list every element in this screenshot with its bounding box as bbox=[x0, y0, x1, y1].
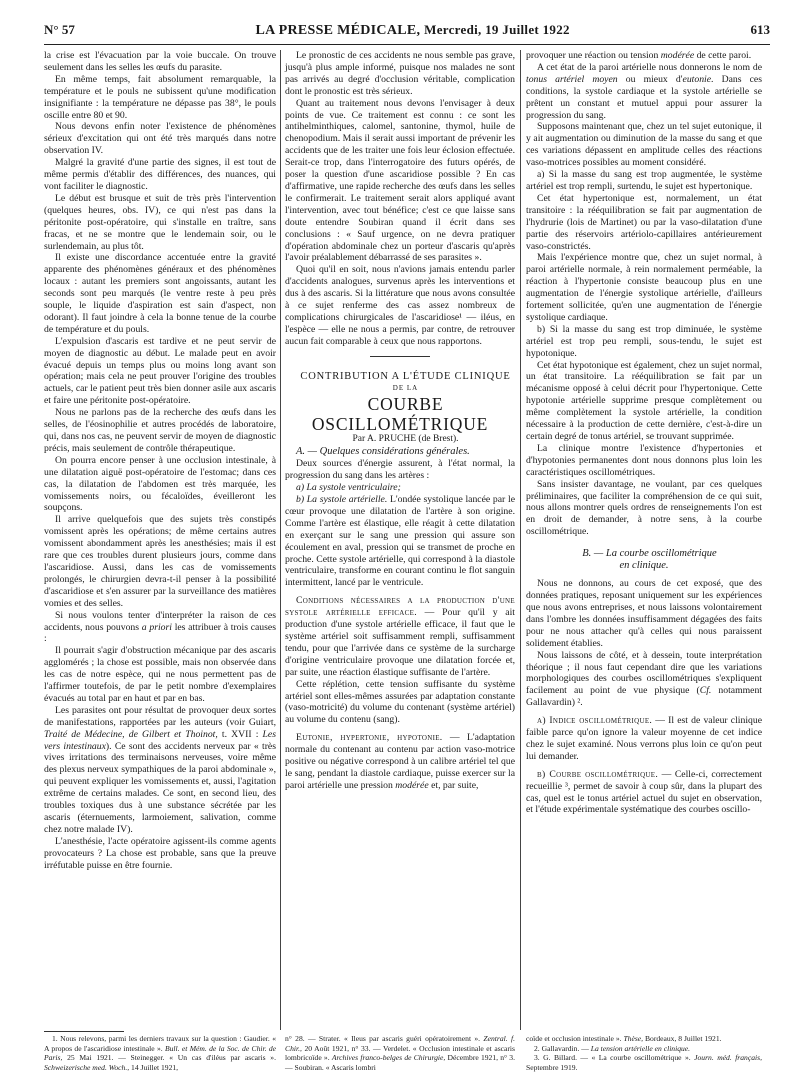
paragraph: provoquer une réaction ou tension modérée de cette paroi. bbox=[526, 50, 752, 61]
paragraph: En même temps, fait absolument remarquable, la température et le pouls ne subissent qu'une modification insignifiante : la température ne dépasse pas 38°, le pouls oscille entre 80 et 90. bbox=[44, 73, 276, 121]
paragraph: L'expulsion d'ascaris est tardive et ne peut servir de moyen de diagnostic au début. Le malade peut en avoir évacué depuis un temps plus ou moins long avant son opération; mais cela ne peut prouver l'origine des troubles actuels, car le patient peut très bien donner asile aux ascaris et faire une péritonite post-opératoire. bbox=[44, 335, 276, 407]
issue-date: Mercredi, 19 Juillet 1922 bbox=[424, 21, 570, 37]
paragraph: Le pronostic de ces accidents ne nous semble pas grave, jusqu'à plus ample informé, puisque nos malades ne sont pas arrivés au degré d'occlusion véritable, complication dont le pronostic est très sérieux. bbox=[285, 50, 515, 97]
paragraph: Le début est brusque et suit de très près l'intervention (quelques heures, obs. IV), ce qui n'est pas dans la péritonite post-opératoire, qui s'installe en traîtrе, sans fracas, et ne se montre que le lendemain soir, ou le surlendemain, au plus tôt. bbox=[44, 192, 276, 252]
paragraph: Deux sources d'énergie assurent, à l'état normal, la progression du sang dans les artères : bbox=[285, 458, 515, 482]
paragraph: Nous ne donnons, au cours de cet exposé, que des données pratiques, reposant uniquement sur les expériences que nous avons entreprises, et nous laissons volontairement dans l'ombre les données insuffisamment dégagées des faits pour ne nous attacher qu'à celles qui nous paraissent solidement établies. bbox=[526, 578, 762, 649]
masthead bbox=[256, 22, 570, 39]
paragraph: A cet état de la paroi artérielle nous donnerons le nom de tonus artériel moyen ou mieux d'eutonie. Dans ces conditions, la systole cardiaque et la systole artérielle se prêtent un constant et mutuel appui pour assurer la progression du sang. bbox=[526, 61, 763, 121]
paragraph: La clinique montre l'existence d'hypertonies et d'hypotonies permanentes dont nous donnons plus loin les caractéristiques oscillométriques. bbox=[526, 442, 762, 478]
footnote-rule bbox=[44, 1031, 124, 1032]
paragraph: Sans insister davantage, ne voulant, par ces quelques préliminaires, que faciliter la compréhension de ce qui suit, nous allons montrer quels ordres de renseignements l'on est en droit de demander, à notre sens, à la courbe oscillométrique. bbox=[526, 478, 762, 538]
paragraph: Les parasites ont pour résultat de provoquer deux sortes de manifestations, rapportées par les auteurs (voir Guiart, Traité de Médecine, de Gilbert et Thoinot, t. XVII : Les vers intestinaux). Ce sont des accidents nerveux par « très vives irritations des terminaisons nerveuses, voire même des plexus nerveux sympathiques de la paroi abdominale », qui peuvent expliquer les vomissements et, aussi, l'agitation extrême de certains malades. Ce sont, en second lieu, des troubles toxiques dus à une substance sécrétée par les ascaris (éternuements, larmoiement, salivation, comme chez notre malade IV). bbox=[44, 704, 276, 835]
article-title-line-1: CONTRIBUTION A L'ÉTUDE CLINIQUE bbox=[300, 370, 511, 382]
footnote: n° 28. — Strater. « Ileus par ascaris guéri opératoirement ». Zentral. f. Chir., 20 Août 1921, n° 33. — Verdelet. « Occlusion intestinale et ascaris lombricoïde ». Archives franco-belges de Chirurgie, Décembre 1921, n° 3. — Soubiran. « Ascaris lombri bbox=[285, 1034, 516, 1072]
paragraph: On pourra encore penser à une occlusion intestinale, à une dilatation aiguë post-opératoire de l'estomac; dans ces cas, la dilatation de l'abdomen est très marquée, les vomissements noirs, ou fécaloïdes, éveilleront les soupçons. bbox=[44, 454, 276, 514]
footnote: 3. G. Billard. — « La courbe oscillométrique ». Journ. méd. français, Septembre 1919. bbox=[526, 1053, 762, 1072]
paragraph: b) Si la masse du sang est trop diminuée, le système artériel est trop peu rempli, sous-tendu, le sujet est hypotonique. bbox=[526, 323, 762, 359]
footnote-col-1 bbox=[44, 1034, 276, 1072]
paragraph: Malgré la gravité d'une partie des signes, il est tout de même permis d'établir des différences, des nuances, qui vont faciliter le diagnostic. bbox=[44, 157, 276, 192]
column-1 bbox=[44, 50, 276, 872]
column-divider bbox=[280, 50, 281, 1030]
page-number: 613 bbox=[750, 22, 770, 37]
paragraph: Cette réplétion, cette tension suffisante du système artériel sont elles-mêmes assurées par adaptation constante (vaso-motricité) du volume du contenant (système artériel) au volume du contenu (sang). bbox=[285, 678, 515, 726]
paragraph: Il arrive quelquefois que des sujets très constipés vomissent après les opérations; de même certains autres vomissent abondamment après les anesthésies; mais il est rare que ces troubles durent plusieurs jours, comme dans l'ascaridiose. Aussi, dans les cas de vomissements prolongés, le chirurgien devra-t-il penser à la possibilité d'ascaridiose et s'en assurer par la surveillance des matières vomies et des selles. bbox=[44, 514, 276, 609]
paragraph: a) Si la masse du sang est trop augmentée, le système artériel est trop rempli, surtendu, le sujet est hypertonique. bbox=[526, 169, 762, 192]
footnote-col-3 bbox=[526, 1034, 762, 1072]
column-3 bbox=[526, 50, 762, 816]
paragraph: Nous ne parlons pas de la recherche des œufs dans les selles, de l'éosinophilie et autres procédés de laboratoire, qui, dans nos cas, ne peuvent servir de moyen de diagnostic précis, mais seulement de contrôle thérapeutique. bbox=[44, 407, 276, 454]
paragraph: Il pourrait s'agir d'obstruction mécanique par des ascaris agglomérés ; la chose est possible, mais non observée dans les cas de notre espèce, qui ne nous permettent pas de l'affirmer toutefois, de par le petit nombre d'exemplaires évacués au total par en haut et par en bas. bbox=[44, 645, 276, 704]
paragraph: a) Indice oscillométrique. — Il est de valeur clinique faible parce qu'on ignore la valeur moyenne de cet indice chez le sujet examiné. Nous verrons plus loin ce qu'on peut lui demander. bbox=[526, 715, 763, 762]
paragraph: Eutonie, hypertonie, hypotonie. — L'adaptation normale du contenant au contenu par action vaso-motrice positive ou négative correspond à un calibre artériel tel que le sang, pendant la diastole cardiaque, puisse exercer sur la paroi artérielle une pression modérée et, par suite, bbox=[285, 732, 515, 791]
section-rule bbox=[370, 356, 430, 357]
section-heading-a: A. — Quelques considérations générales. bbox=[296, 446, 470, 458]
paragraph: Mais l'expérience montre que, chez un sujet normal, à paroi artérielle normale, à rein normalement perméable, la réaction à l'hypertonie consiste beaucoup plus en une augmentation de l'énergie systolique artérielle, d'ailleurs fortement sollicitée, qu'en une augmentation de l'énergie systolique cardiaque. bbox=[526, 252, 762, 323]
footnote: 2. Gallavardin. — La tension artérielle en clinique. bbox=[534, 1043, 691, 1053]
page-header bbox=[44, 18, 770, 42]
paragraph: Il existe une discordance accentuée entre la gravité apparente des phénomènes généraux et des phénomènes locaux : autant les premiers sont angoissants, autant les seconds sont peu marqués (le ventre reste à peu près souple, le liquide d'aspiration est sain d'aspect, non odorant). Il faut joindre à cela la bonne tenue de la courbe de température et du pouls. bbox=[44, 252, 276, 335]
article-title-main: COURBE OSCILLOMÉTRIQUE bbox=[311, 394, 489, 435]
paragraph: la crise est l'évacuation par la voie buccale. On trouve seulement dans les selles les œufs du parasite. bbox=[44, 50, 276, 73]
paragraph: Cet état hypotonique est également, chez un sujet normal, un état transitoire. La rééquilibration se fait par un mécanisme opposé à celui décrit pour l'hypertonique. Cette hypotonie artérielle supprime presque complètement ou même complètement la systole artérielle, la condition nécessaire à la production de cette dernière, c'est-à-dire un certain degré de tonus artériel, se trouvant supprimée. bbox=[526, 359, 762, 442]
list-item: b) La systole artérielle. L'ondée systolique lancée par le cœur provoque une dilatation de l'artère à son origine. Comme l'artère est élastique, elle réagit à cette dilatation en exerçant sur le sang une pression qui assure son écoulement en aval, pression qui se transmet de proche en proche. Cette systole artérielle, qui correspond à la diastole ventriculaire, transforme en courant continu le flot sanguin intermittent, lancé par le ventricule. bbox=[285, 494, 515, 589]
footnote-col-2 bbox=[285, 1034, 515, 1072]
article-author: Par A. PRUCHE (de Brest). bbox=[352, 434, 459, 445]
paragraph: Cet état hypertonique est, normalement, un état transitoire : la rééquilibration se fait par augmentation de l'hydrurie (lois de Martinet) ou par la vaso-dilatation d'une partie des réservoirs artériolo-capillaires antérieurement vaso-constrictés. bbox=[526, 192, 762, 252]
paragraph: Si nous voulons tenter d'interpréter la raison de ces accidents, nous pouvons a priori les attribuer à trois causes : bbox=[44, 609, 276, 645]
footnote: coïde et occlusion intestinale ». Thèse, Bordeaux, 8 Juillet 1921. bbox=[526, 1034, 722, 1043]
paragraph: L'anesthésie, l'acte opératoire agissent-ils comme agents provocateurs ? La chose est probable, sans que la preuve irréfutable puisse en être fournie. bbox=[44, 835, 276, 871]
paragraph: Conditions nécessaires a la production d'une systole artérielle efficace. — Pour qu'il y ait production d'une systole artérielle efficace, il faut que le système artériel soit suffisamment rempli, suffisamment tendu, pour que l'arrivée dans ce système de la surcharge d'origine ventriculaire provoque une dilatation forcée et, par suite, une réaction élastique suffisante de l'artère. bbox=[285, 595, 515, 678]
issue-number: N° 57 bbox=[44, 22, 75, 37]
article-title-line-2: DE LA bbox=[392, 383, 419, 392]
paragraph: b) Courbe oscillométrique. — Celle-ci, correctement recueillie ³, permet de savoir à coup sûr, dans la plupart des cas, quel est le tonus artériel actuel du sujet en observation, et l'étude expérimentale systématique des courbes oscillo- bbox=[526, 768, 762, 816]
column-2 bbox=[285, 50, 515, 792]
paragraph: Supposons maintenant que, chez un tel sujet eutonique, il y ait augmentation ou diminution de la masse du sang et que ces variations dépassent en amplitude celles des réactions vaso-motrices possibles au moment considéré. bbox=[526, 121, 762, 169]
section-heading-b: B. — La courbe oscillométrique en clinique. bbox=[582, 548, 717, 572]
spacer bbox=[526, 538, 762, 548]
header-rule bbox=[44, 44, 770, 45]
list-item: a) La systole ventriculaire; bbox=[296, 482, 401, 494]
column-divider bbox=[520, 50, 521, 1030]
paragraph: Nous laissons de côté, et à dessein, toute interprétation théorique ; il nous faut cependant dire que les variations morphologiques des courbes oscillométriques s'expliquent facilement au point de vue physique (Cf. notamment Gallavardin) ². bbox=[526, 649, 762, 709]
footnote: 1. Nous relevons, parmi les derniers travaux sur la question : Gaudier. « A propos de l'ascaridiose intestinale ». Bull. et Mém. de la Soc. de Chir. de Paris, 25 Mai 1921. — Steinegger. « Un cas d'iléus par ascaris ». Schweizerische med. Woch., 14 Juillet 1921, bbox=[44, 1034, 276, 1072]
paragraph: Nous devons enfin noter l'existence de phénomènes sérieux d'excitation qui ont été très marqués dans notre observation IV. bbox=[44, 121, 276, 157]
paragraph: Quant au traitement nous devons l'envisager à deux points de vue. Ce traitement est connu : ce sont les antihelminthiques, calomel, santonine, thymol, huile de chenopodium. Mais il serait aussi important de prévenir les accidents que de les traiter une fois leur éclosion effectuée. Serait-ce trop, dans l'interrogatoire des futurs opérés, de poser la question d'une ascaridiose possible ? En cas d'affirmative, une rapide recherche des œufs dans les selles le confirmerait. Le traitement serait alors appliqué avant l'intervention, avec tout bénéfice; c'est ce que laisse sans doute entendre Soubiran quand il écrit dans ses conclusions : « Sauf urgence, on ne devra pratiquer d'opération abdominale chez un porteur d'ascaris qu'après l'avoir préalablement débarrassé de ses parasites ». bbox=[285, 97, 515, 264]
paragraph: Quoi qu'il en soit, nous n'avions jamais entendu parler d'accidents analogues, survenus après les interventions et dus à des ascaris. Si la littérature que nous avons consultée à ce sujet renferme des cas assez nombreux de complications chirurgicales de l'ascaridiose¹ — iléus, en l'espèce — elle ne nous a permis, par contre, de retrouver aucun fait comparable à ceux que nous rapportons. bbox=[285, 264, 515, 347]
journal-name: LA PRESSE MÉDICALE, bbox=[255, 22, 421, 38]
